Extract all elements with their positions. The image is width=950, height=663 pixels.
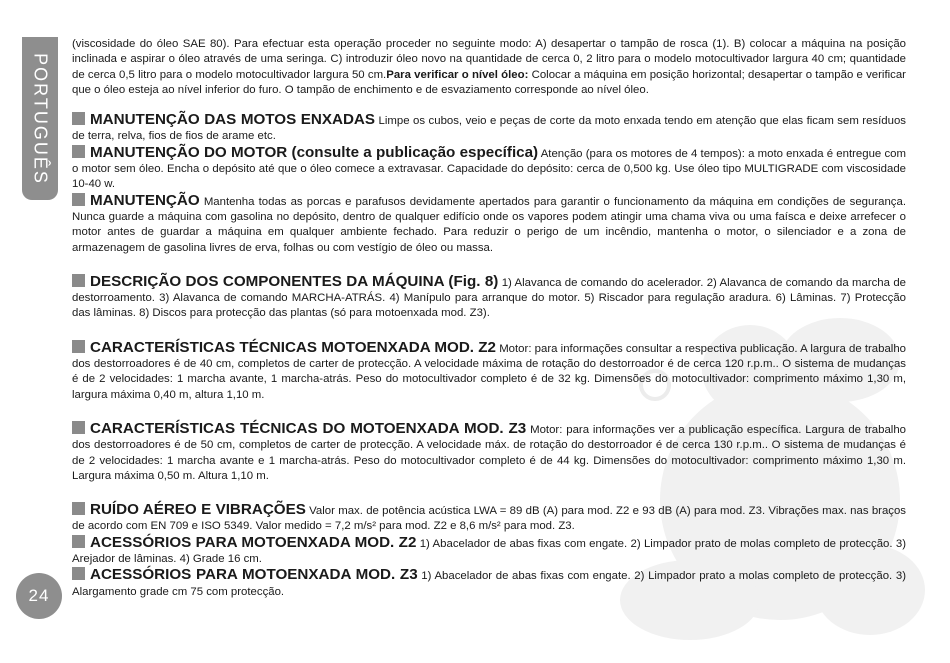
bullet-square-icon xyxy=(72,421,85,434)
intro-paragraph xyxy=(72,37,906,98)
section-title: ACESSÓRIOS PARA MOTOENXADA MOD. Z2 xyxy=(90,533,417,551)
section-body: Motor: para informações consultar a respectiva publicação. A largura de trabalho dos destorroadores é de 40 cm, completos de carter de protecção. A velocidade máxima de rotação do destorroador é de cerca 120 r.p.m.. O sistema de mudanças é de 2 velocidades: 1 marcha avante, 1 marcha-atrás. Peso do motocultivador completo é de 32 kg. Dimensões do motocultivador: comprimento máximo 1,30 m, largura máxima 0,40 m, altura 1,10 m. xyxy=(72,342,907,401)
bullet-square-icon xyxy=(72,502,85,515)
section-title: CARACTERÍSTICAS TÉCNICAS MOTOENXADA MOD. Z2 xyxy=(90,338,496,356)
section-maintenance-engine xyxy=(72,145,906,193)
intro-bold-label: Para verificar o nível óleo: xyxy=(386,68,529,81)
section-maintenance xyxy=(72,193,906,256)
bullet-square-icon xyxy=(72,145,85,158)
intro-text: (viscosidade do óleo SAE 80). Para efectuar esta operação proceder no seguinte modo: A) desapertar o tampão de rosca (1). B) colocar a máquina na posição inclinada e aspirar o óleo através de uma seringa. C) introduzir óleo novo na quantidade de cerca 0, 2 litro para o modelo motocultivador largura 40 cm; quantidade de cerca 0,5 litro para o modelo motocultivador largura 50 cm. xyxy=(72,38,906,81)
section-title: ACESSÓRIOS PARA MOTOENXADA MOD. Z3 xyxy=(90,566,418,584)
section-specs-z2 xyxy=(72,340,906,403)
bullet-square-icon xyxy=(72,274,85,287)
bullet-square-icon xyxy=(72,112,85,125)
section-title: MANUTENÇÃO DO MOTOR (consulte a publicação específica) xyxy=(90,143,539,161)
section-components xyxy=(72,274,906,322)
section-specs-z3 xyxy=(72,421,906,484)
section-title: RUÍDO AÉREO E VIBRAÇÕES xyxy=(90,501,306,519)
section-noise-vibration xyxy=(72,502,906,535)
section-body: Mantenha todas as porcas e parafusos devidamente apertados para garantir o funcionamento da máquina em condições de segurança. Nunca guarde a máquina com gasolina no depósito, dentro de qualquer edifício onde os vapores podem atingir uma chama viva ou uma faísca e deixe arrefecer o motor antes de guardar a máquina em qualquer ambiente fechado. Para reduzir o perigo de um incêndio, mantenha o motor, o silenciador e a zona de armazenagem de gasolina livres de erva, folhas ou com vestígio de óleo ou massa. xyxy=(72,195,906,254)
section-accessories-z2 xyxy=(72,535,906,568)
section-title: MANUTENÇÃO DAS MOTOS ENXADAS xyxy=(90,111,376,129)
section-accessories-z3 xyxy=(72,567,906,600)
bullet-square-icon xyxy=(72,193,85,206)
manual-content xyxy=(72,37,906,600)
section-body: 1) Alavanca de comando do acelerador. 2) Alavanca de comando da marcha de destorroamento. 3) Alavanca de comando MARCHA-ATRÁS. 4) Manípulo para arranque do motor. 5) Riscador para regulação aradura. 6) Lâminas. 7) Protecção das lâminas. 8) Discos para protecção das plantas (só para motoenxada mod. Z3). xyxy=(72,276,906,320)
section-body: Valor max. de potência acústica LWA = 89 dB (A) para mod. Z2 e 93 dB (A) para mod. Z3. Vibrações max. nas braços de acordo com EN 709 e ISO 5349. Valor medido = 7,2 m/s² para mod. Z2 e 8,6 m/s² para mod. Z3. xyxy=(72,505,907,533)
bullet-square-icon xyxy=(72,567,85,580)
bullet-square-icon xyxy=(72,535,85,548)
bullet-square-icon xyxy=(72,340,85,353)
section-body: Motor: para informações ver a publicação específica. Largura de trabalho dos destorroadores é de 50 cm, completos de carter de protecção. A velocidade máx. de rotação do destorroador é de cerca 130 r.p.m.. O sistema de mudanças é de 2 velocidades: 1 marcha avante e 1 marcha-atrás. Peso do motocultivador completo é de 44 kg. Dimensões do motocultivador: comprimento máximo 1,30 m. Largura máxima 0,50 m. Altura 1,10 m. xyxy=(72,423,906,482)
section-title: MANUTENÇÃO xyxy=(90,191,200,209)
section-title: DESCRIÇÃO DOS COMPONENTES DA MÁQUINA (Fig. 8) xyxy=(90,272,499,290)
section-body: 1) Abacelador de abas fixas com engate. 2) Limpador prato de molas completo de protecção. 3) Arejador de lâminas. 4) Grade 16 cm. xyxy=(72,537,906,566)
page-number: 24 xyxy=(16,573,62,619)
language-tab xyxy=(22,37,58,200)
section-body: 1) Abacelador de abas fixas com engate. 2) Limpador prato a molas completo de protecção. 3) Alargamento grade cm 75 com protecção. xyxy=(72,570,906,598)
intro-text-2: Colocar a máquina em posição horizontal; desapertar o tampão e verificar que o óleo esteja ao nível inferior do furo. O tampão de enchimento e de esvaziamento corresponde ao nível óleo. xyxy=(72,68,906,96)
language-label: PORTUGUÊS xyxy=(30,52,51,185)
section-maintenance-hoes xyxy=(72,112,906,145)
section-body: Limpe os cubos, veio e peças de corte da moto enxada tendo em atenção que elas ficam sem resíduos de terra, relva, fios de fios de arame etc. xyxy=(72,115,906,143)
section-title: CARACTERÍSTICAS TÉCNICAS DO MOTOENXADA MOD. Z3 xyxy=(90,419,527,437)
section-body: Atenção (para os motores de 4 tempos): a moto enxada é entregue com o motor sem óleo. Encha o depósito até que o óleo comece a extravasar. Capacidade do depósito: cerca de 0,500 kg. Use óleo tipo MULTIGRADE com viscosidade 10-40 w. xyxy=(72,147,906,191)
